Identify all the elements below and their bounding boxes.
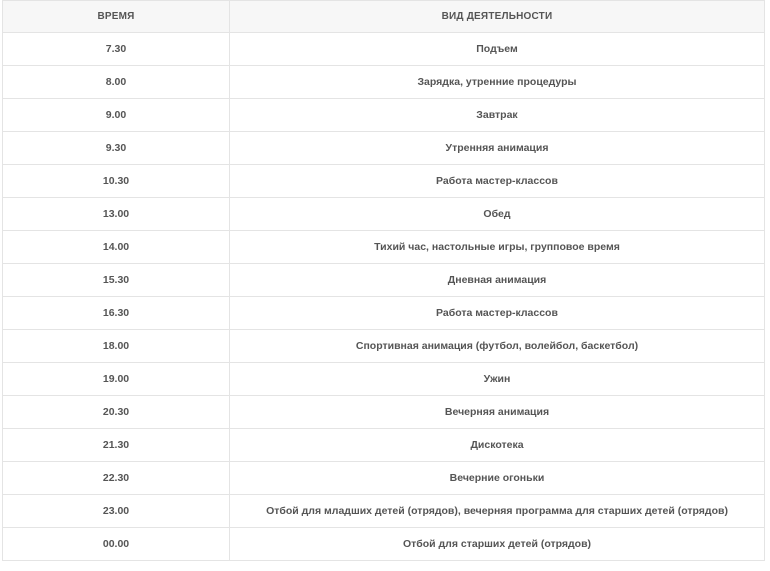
time-cell: 21.30 [3,429,230,462]
time-cell: 13.00 [3,198,230,231]
schedule-table [2,0,765,561]
activity-cell: Отбой для младших детей (отрядов), вечерняя программа для старших детей (отрядов) [230,495,765,528]
time-cell: 23.00 [3,495,230,528]
time-cell: 9.30 [3,132,230,165]
time-cell: 20.30 [3,396,230,429]
table-row [3,297,765,330]
table-row [3,396,765,429]
table-row [3,429,765,462]
activity-cell: Завтрак [230,99,765,132]
header-row [3,1,765,33]
table-row [3,66,765,99]
activity-cell: Обед [230,198,765,231]
activity-cell: Вечерняя анимация [230,396,765,429]
activity-cell: Работа мастер-классов [230,297,765,330]
time-cell: 00.00 [3,528,230,561]
time-cell: 16.30 [3,297,230,330]
header-time: ВРЕМЯ [3,1,230,33]
activity-cell: Утренняя анимация [230,132,765,165]
activity-cell: Вечерние огоньки [230,462,765,495]
table-row [3,33,765,66]
time-cell: 14.00 [3,231,230,264]
time-cell: 18.00 [3,330,230,363]
table-row [3,99,765,132]
table-header [3,1,765,33]
activity-cell: Отбой для старших детей (отрядов) [230,528,765,561]
table-row [3,264,765,297]
time-cell: 7.30 [3,33,230,66]
table-row [3,165,765,198]
activity-cell: Тихий час, настольные игры, групповое время [230,231,765,264]
header-activity: ВИД ДЕЯТЕЛЬНОСТИ [230,1,765,33]
time-cell: 19.00 [3,363,230,396]
time-cell: 9.00 [3,99,230,132]
table-row [3,528,765,561]
activity-cell: Ужин [230,363,765,396]
activity-cell: Дискотека [230,429,765,462]
activity-cell: Спортивная анимация (футбол, волейбол, баскетбол) [230,330,765,363]
time-cell: 8.00 [3,66,230,99]
time-cell: 10.30 [3,165,230,198]
table-row [3,132,765,165]
table-row [3,462,765,495]
activity-cell: Работа мастер-классов [230,165,765,198]
table-row [3,198,765,231]
time-cell: 15.30 [3,264,230,297]
table-row [3,495,765,528]
activity-cell: Зарядка, утренние процедуры [230,66,765,99]
table-row [3,363,765,396]
activity-cell: Подъем [230,33,765,66]
activity-cell: Дневная анимация [230,264,765,297]
table-row [3,231,765,264]
time-cell: 22.30 [3,462,230,495]
table-body [3,33,765,561]
table-row [3,330,765,363]
